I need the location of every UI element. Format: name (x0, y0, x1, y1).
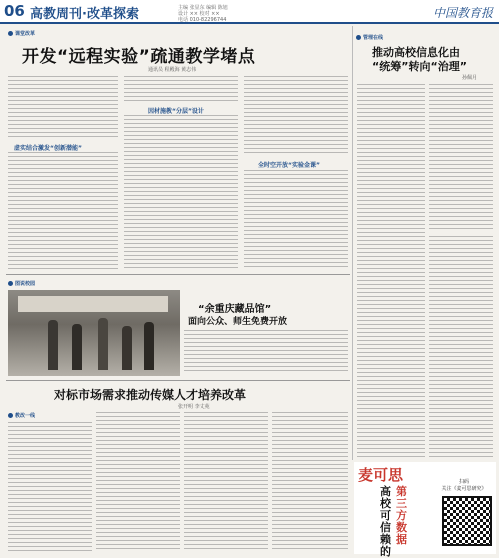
meta-line: 设计 ×× 校对 ×× (178, 11, 220, 17)
divider (6, 274, 350, 275)
section-dot-icon (8, 281, 13, 286)
qr-caption (438, 478, 490, 492)
meta-line: 主编 张显东 编辑 陈旭 (178, 5, 228, 11)
newspaper-logo: 中国教育报 (432, 6, 493, 20)
photo-figure (122, 326, 132, 370)
meta-line: 电话 010-82296744 (178, 17, 227, 23)
qr-caption-line: 关注《麦可思研究》 (441, 486, 487, 492)
article1-body-text (124, 76, 238, 102)
column-title: 麦可思 (358, 466, 404, 484)
column-subtitle-line2: 高校可信赖的 (380, 485, 391, 558)
masthead-meta (178, 5, 278, 23)
article1-subhead-3: 全时空开放“实验金课” (258, 162, 320, 169)
article3-photo (8, 290, 180, 376)
article1-tag-label: 课堂改革 (15, 31, 36, 37)
article3-headline-line2: 面向公众、师生免费开放 (188, 317, 288, 327)
column-box (354, 462, 496, 558)
photo-figure (72, 324, 82, 370)
photo-figure (98, 318, 108, 370)
photo-figure (144, 322, 154, 370)
article2-body-text (429, 84, 493, 232)
qr-code-icon[interactable] (442, 496, 492, 546)
article4-tag-label: 教改一线 (15, 413, 36, 419)
article4-body-text (8, 422, 92, 552)
qr-caption-line: 扫码 (458, 479, 469, 485)
article1-headline: 开发“远程实验”疏通教学堵点 (22, 47, 256, 67)
article4-byline: 张开明 李丈苑 (178, 404, 210, 410)
article2-body-text (429, 236, 493, 458)
section-dot-icon (8, 413, 13, 418)
article4-body-text (272, 412, 348, 552)
divider (6, 380, 350, 381)
article2-body-text (357, 84, 425, 458)
article3-tag-label: 图说校园 (15, 281, 36, 287)
article1-body-text (124, 115, 238, 270)
article1-subhead-1: 因材施教“分层”设计 (148, 108, 204, 115)
column-subtitle-line1: 第三方数据 (396, 485, 407, 546)
article2-headline-line2: “统筹”转向“治理” (372, 60, 467, 73)
article4-body-text (96, 412, 180, 552)
article4-tag (8, 412, 35, 419)
article2-tag-label: 管理在线 (363, 35, 384, 41)
article2-byline: 孙佩月 (462, 75, 478, 81)
article1-body-text (244, 170, 348, 270)
article3-body-text (184, 330, 348, 374)
article1-tag (8, 30, 35, 37)
article3-tag (8, 280, 35, 287)
article4-headline: 对标市场需求推动传媒人才培养改革 (54, 388, 247, 402)
article4-body-text (184, 412, 268, 552)
article1-body-text (8, 76, 118, 140)
photo-figure (48, 320, 58, 370)
article2-tag (356, 34, 383, 41)
masthead (0, 0, 499, 24)
section-dot-icon (8, 31, 13, 36)
article1-body-text (8, 152, 118, 270)
section-dot-icon (356, 35, 361, 40)
article3-headline-line1: “余重庆藏品馆” (198, 304, 272, 315)
article1-body-text (244, 76, 348, 156)
article1-byline: 通讯员 程殿海 黄志伟 (148, 67, 197, 73)
column-divider (352, 26, 353, 460)
article1-subhead-2: 虚实结合激发“创新潜能” (14, 145, 82, 152)
photo-shelf (18, 296, 168, 312)
page-number: 06 (4, 2, 25, 20)
article2-headline-line1: 推动高校信息化由 (372, 46, 460, 59)
section-title: 高教周刊·改革探索 (30, 7, 139, 22)
